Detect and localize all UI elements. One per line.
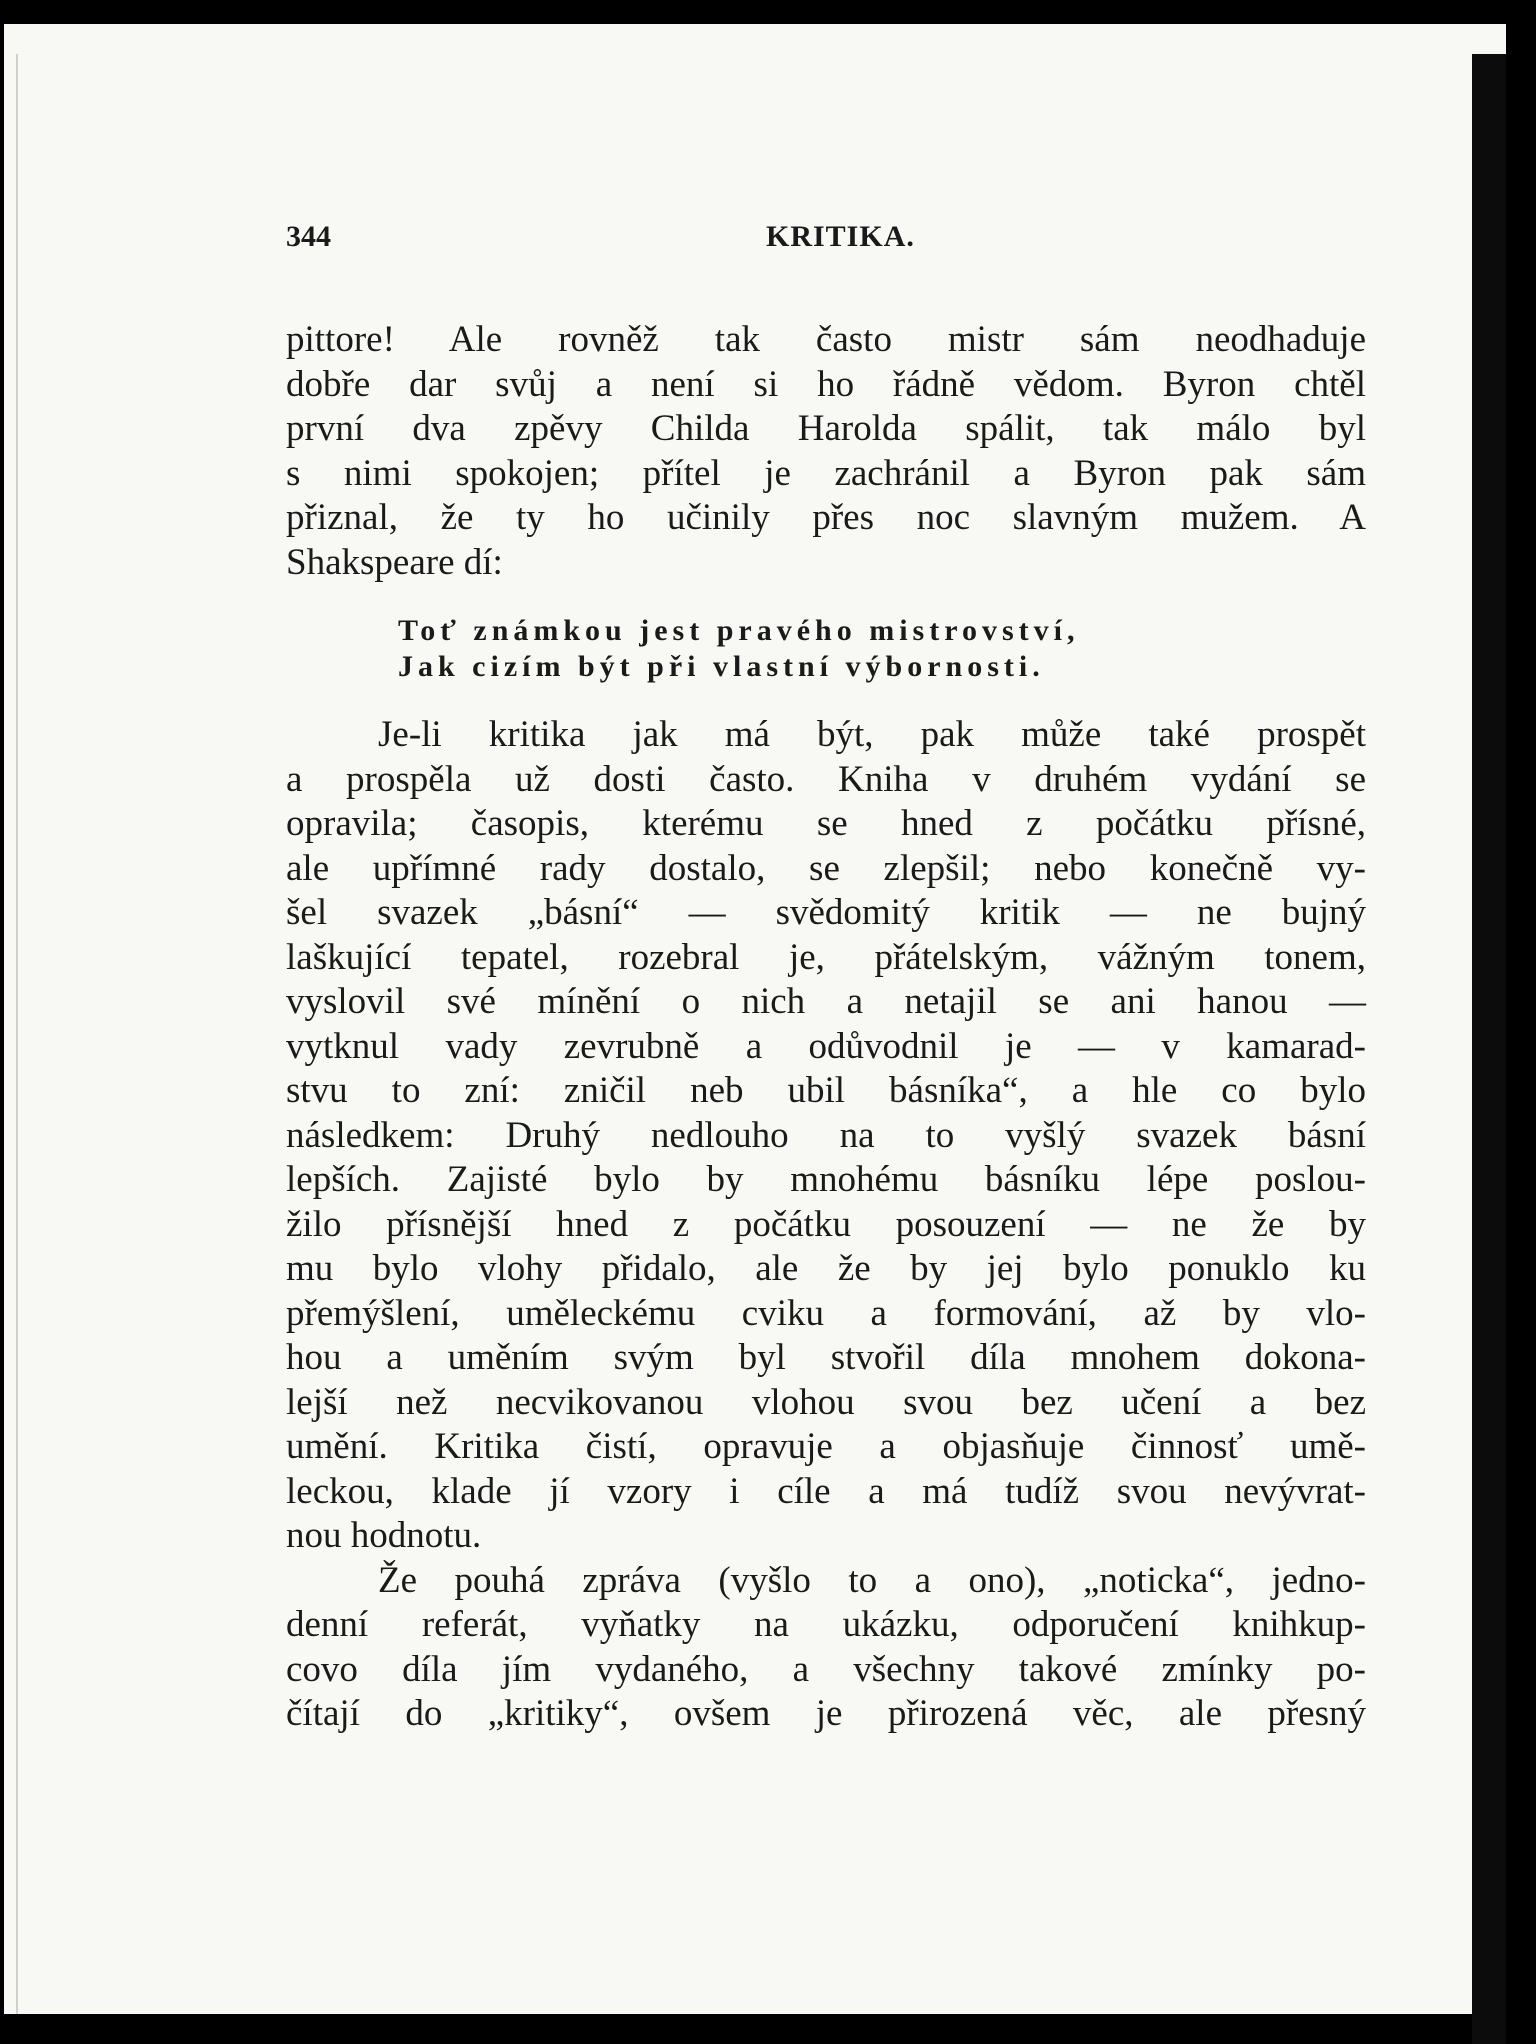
text-line: ale upřímné rady dostalo, se zlepšil; nebo konečně vy- <box>286 847 1366 889</box>
text-line: covo díla jím vydaného, a všechny takové zmínky po- <box>286 1648 1366 1690</box>
text-line: leckou, klade jí vzory i cíle a má tudíž svou nevývrat- <box>286 1470 1366 1512</box>
text-line: Že pouhá zpráva (vyšlo to a ono), „noticka“, jedno- <box>378 1559 1366 1601</box>
paragraph-3 <box>286 1559 1366 1737</box>
text-line: šel svazek „básní“ — svědomitý kritik — ne bujný <box>286 892 1366 933</box>
running-title: KRITIKA. <box>766 220 915 253</box>
text-line: žilo přísnější hned z počátku posouzení — ne že by <box>286 1203 1366 1245</box>
text-line: mu bylo vlohy přidalo, ale že by jej bylo ponuklo ku <box>286 1248 1366 1289</box>
text-line: denní referát, vyňatky na ukázku, odporučení knihkup- <box>286 1604 1366 1645</box>
text-line: nou hodnotu. <box>286 1515 482 1556</box>
text-line: s nimi spokojen; přítel je zachránil a Byron pak sám <box>286 452 1366 494</box>
book-page <box>4 24 1506 2014</box>
text-line: vytknul vady zevrubně a odůvodnil je — v kamarad- <box>286 1025 1366 1067</box>
text-line: hou a uměním svým byl stvořil díla mnohem dokona- <box>286 1337 1366 1378</box>
text-line: vyslovil své mínění o nich a netajil se ani hanou — <box>286 981 1366 1022</box>
text-line: pittore! Ale rovněž tak často mistr sám neodhaduje <box>286 319 1366 360</box>
text-line: lejší než necvikovanou vlohou svou bez učení a bez <box>286 1381 1366 1423</box>
body-text <box>286 318 1366 1737</box>
page-header <box>286 220 1366 270</box>
text-line: lepších. Zajisté bylo by mnohému básníku lépe poslou- <box>286 1159 1366 1200</box>
page-edge-rule <box>16 54 18 2014</box>
verse-line: Jak cizím být při vlastní výbornosti. <box>398 650 1045 683</box>
text-line: opravila; časopis, kterému se hned z počátku přísné, <box>286 803 1366 844</box>
paragraph-1 <box>286 318 1366 585</box>
text-line: Je-li kritika jak má být, pak může také prospět <box>378 714 1366 755</box>
text-line: umění. Kritika čistí, opravuje a objasňuje činnosť umě- <box>286 1426 1366 1467</box>
text-line: dobře dar svůj a není si ho řádně vědom. Byron chtěl <box>286 363 1366 405</box>
text-line: čítají do „kritiky“, ovšem je přirozená věc, ale přesný <box>286 1693 1366 1734</box>
paragraph-2 <box>286 713 1366 1559</box>
text-line: první dva zpěvy Childa Harolda spálit, tak málo byl <box>286 408 1366 449</box>
text-line: následkem: Druhý nedlouho na to vyšlý svazek básní <box>286 1114 1366 1156</box>
text-line: stvu to zní: zničil neb ubil básníka“, a hle co bylo <box>286 1070 1366 1111</box>
verse-line: Toť známkou jest pravého mistrovství, <box>398 614 1080 647</box>
text-line: Shakspeare dí: <box>286 541 503 583</box>
text-line: přiznal, že ty ho učinily přes noc slavným mužem. A <box>286 497 1366 538</box>
page-number: 344 <box>286 220 331 253</box>
page-content <box>286 220 1366 1737</box>
text-line: přemýšlení, uměleckému cviku a formování, až by vlo- <box>286 1292 1366 1334</box>
text-line: a prospěla už dosti často. Kniha v druhém vydání se <box>286 758 1366 800</box>
text-line: laškující tepatel, rozebral je, přátelským, vážným tonem, <box>286 936 1366 978</box>
page-shadow <box>1472 54 1506 2044</box>
verse-quote <box>398 613 1366 685</box>
